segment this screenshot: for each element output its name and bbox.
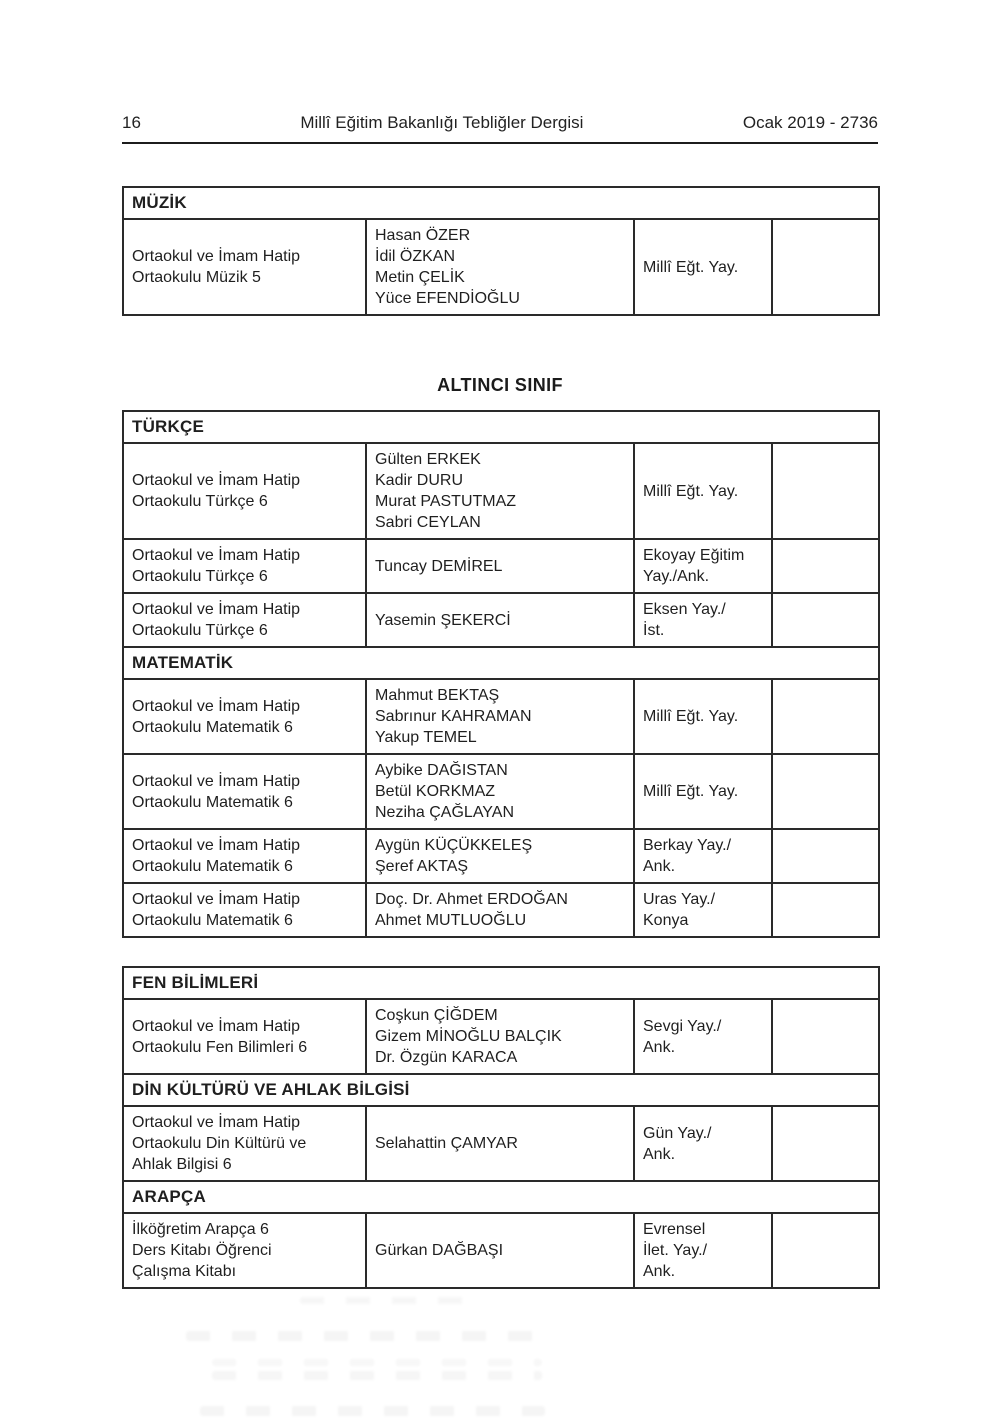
cell-authors [366, 593, 634, 647]
publisher-line: İst. [643, 622, 665, 639]
cell-title [123, 999, 366, 1074]
authors-line: Kadir DURU [375, 472, 464, 489]
cell-note [772, 593, 879, 647]
authors-line: Doç. Dr. Ahmet ERDOĞAN [375, 891, 568, 908]
title-line: Ortaokulu Matematik 6 [132, 912, 293, 929]
page-header [122, 110, 878, 136]
scan-bleedthrough-artifact [186, 1331, 538, 1341]
publisher-line: Ank. [643, 1038, 676, 1056]
cell-publisher [634, 679, 772, 754]
book-row [123, 1106, 879, 1181]
book-row [123, 539, 879, 593]
cell-authors [366, 219, 634, 315]
publisher-line: Millî Eğt. Yay. [643, 482, 739, 500]
cell-publisher [634, 1106, 772, 1181]
publisher-line: Gün Yay./ [643, 1124, 712, 1142]
journal-title: Millî Eğitim Bakanlığı Tebliğler Dergisi [300, 113, 584, 132]
authors-line: Mahmut BEKTAŞ [375, 687, 500, 704]
cell-publisher [634, 593, 772, 647]
title-line: Ortaokul ve İmam Hatip [132, 472, 301, 489]
cell-publisher [634, 999, 772, 1074]
section-label: TÜRKÇE [123, 411, 879, 443]
authors-line: Aybike DAĞISTAN [375, 762, 508, 779]
authors-line: Gülten ERKEK [375, 451, 481, 468]
cell-note [772, 219, 879, 315]
publisher-line: Millî Eğt. Yay. [643, 783, 739, 800]
issue-label: Ocak 2019 - 2736 [742, 113, 878, 132]
cell-publisher [634, 1213, 772, 1288]
cell-note [772, 443, 879, 539]
section-header-row [123, 187, 879, 219]
cell-title [123, 754, 366, 829]
title-line: Ortaokul ve İmam Hatip [132, 697, 301, 715]
title-line: Ortaokulu Matematik 6 [132, 718, 293, 736]
title-line: Ortaokul ve İmam Hatip [132, 601, 301, 618]
title-line: Ortaokul ve İmam Hatip [132, 891, 301, 908]
scan-bleedthrough-artifact [200, 1406, 545, 1416]
title-line: Ortaokulu Müzik 5 [132, 269, 261, 286]
title-line: Ortaokulu Fen Bilimleri 6 [132, 1038, 308, 1056]
section-label: DİN KÜLTÜRÜ VE AHLAK BİLGİSİ [123, 1074, 879, 1106]
publisher-line: Evrensel [643, 1221, 706, 1238]
section-header-row [123, 411, 879, 443]
publisher-line: Ekoyay Eğitim [643, 547, 745, 564]
page-number: 16 [122, 113, 141, 132]
publisher-line: Millî Eğt. Yay. [643, 708, 739, 725]
book-row [123, 1213, 879, 1288]
scan-bleedthrough-artifact [300, 1297, 470, 1304]
fen-din-arapca-table-body [123, 967, 879, 1288]
turkce-matematik-table-body [123, 411, 879, 937]
authors-line: Yüce EFENDİOĞLU [375, 290, 520, 307]
cell-authors [366, 754, 634, 829]
cell-note [772, 883, 879, 937]
authors-line: Hasan ÖZER [375, 227, 471, 244]
title-line: Ortaokul ve İmam Hatip [132, 1017, 301, 1035]
title-line: Ortaokulu Din Kültürü ve [132, 1135, 307, 1152]
cell-publisher [634, 539, 772, 593]
publisher-line: Konya [643, 912, 689, 929]
authors-line: Tuncay DEMİREL [375, 557, 503, 575]
publisher-line: Sevgi Yay./ [643, 1017, 722, 1035]
book-row [123, 999, 879, 1074]
book-row [123, 593, 879, 647]
section-label: ARAPÇA [123, 1181, 879, 1213]
cell-title [123, 219, 366, 315]
cell-title [123, 883, 366, 937]
authors-line: Dr. Özgün KARACA [375, 1049, 518, 1066]
cell-publisher [634, 219, 772, 315]
title-line: Ortaokul ve İmam Hatip [132, 547, 301, 564]
publisher-line: Millî Eğt. Yay. [643, 258, 739, 276]
authors-line: Coşkun ÇİĞDEM [375, 1007, 498, 1024]
authors-line: İdil ÖZKAN [375, 248, 456, 265]
cell-title [123, 443, 366, 539]
title-line: Ders Kitabı Öğrenci [132, 1242, 272, 1259]
authors-line: Gürkan DAĞBAŞI [375, 1242, 504, 1259]
cell-note [772, 999, 879, 1074]
publisher-line: Yay./Ank. [643, 568, 710, 585]
title-line: Ortaokulu Matematik 6 [132, 858, 293, 875]
section-header-row [123, 1074, 879, 1106]
title-line: Ortaokul ve İmam Hatip [132, 772, 301, 790]
authors-line: Sabri CEYLAN [375, 514, 481, 531]
fen-din-arapca-table [122, 966, 880, 1289]
publisher-line: Berkay Yay./ [643, 837, 732, 854]
cell-authors [366, 539, 634, 593]
authors-line: Gizem MİNOĞLU BALÇIK [375, 1028, 562, 1045]
title-line: Ortaokulu Türkçe 6 [132, 622, 268, 639]
cell-authors [366, 999, 634, 1074]
title-line: Ahlak Bilgisi 6 [132, 1156, 232, 1173]
authors-line: Yakup TEMEL [375, 729, 477, 746]
scan-bleedthrough-artifact [212, 1371, 542, 1380]
authors-line: Aygün KÜÇÜKKELEŞ [375, 837, 533, 854]
book-row [123, 754, 879, 829]
cell-authors [366, 443, 634, 539]
authors-line: Metin ÇELİK [375, 269, 465, 286]
title-line: İlköğretim Arapça 6 [132, 1221, 269, 1238]
authors-line: Ahmet MUTLUOĞLU [375, 912, 527, 929]
cell-authors [366, 883, 634, 937]
publisher-line: Ank. [643, 1145, 676, 1163]
grade-heading: ALTINCI SINIF [437, 375, 563, 395]
section-label: MATEMATİK [123, 647, 879, 679]
cell-authors [366, 1106, 634, 1181]
book-row [123, 219, 879, 315]
muzik-table-body [123, 187, 879, 315]
title-line: Ortaokulu Matematik 6 [132, 793, 293, 811]
cell-title [123, 679, 366, 754]
publisher-line: Ank. [643, 858, 676, 875]
authors-line: Selahattin ÇAMYAR [375, 1135, 518, 1152]
publisher-line: Uras Yay./ [643, 891, 716, 908]
book-row [123, 443, 879, 539]
turkce-matematik-table [122, 410, 880, 938]
title-line: Ortaokulu Türkçe 6 [132, 493, 268, 510]
section-header-row [123, 967, 879, 999]
authors-line: Şeref AKTAŞ [375, 858, 469, 875]
publisher-line: İlet. Yay./ [643, 1242, 708, 1259]
book-row [123, 883, 879, 937]
cell-note [772, 754, 879, 829]
book-row [123, 829, 879, 883]
page-content [122, 0, 878, 1289]
cell-title [123, 539, 366, 593]
section-label: FEN BİLİMLERİ [123, 967, 879, 999]
section-label: MÜZİK [123, 187, 879, 219]
cell-title [123, 829, 366, 883]
scan-bleedthrough-artifact [212, 1359, 542, 1366]
cell-note [772, 1213, 879, 1288]
cell-note [772, 539, 879, 593]
authors-line: Yasemin ŞEKERCİ [375, 611, 511, 629]
title-line: Ortaokulu Türkçe 6 [132, 568, 268, 585]
cell-note [772, 679, 879, 754]
title-line: Ortaokul ve İmam Hatip [132, 248, 301, 265]
cell-publisher [634, 829, 772, 883]
authors-line: Betül KORKMAZ [375, 783, 496, 800]
section-header-row [123, 647, 879, 679]
cell-note [772, 1106, 879, 1181]
title-line: Çalışma Kitabı [132, 1263, 237, 1280]
title-line: Ortaokul ve İmam Hatip [132, 1114, 301, 1131]
cell-authors [366, 679, 634, 754]
section-header-row [123, 1181, 879, 1213]
cell-title [123, 593, 366, 647]
muzik-table [122, 186, 880, 316]
cell-authors [366, 1213, 634, 1288]
cell-authors [366, 829, 634, 883]
header-rule [122, 142, 878, 144]
title-line: Ortaokul ve İmam Hatip [132, 837, 301, 854]
publisher-line: Ank. [643, 1263, 676, 1280]
authors-line: Murat PASTUTMAZ [375, 493, 517, 510]
cell-title [123, 1106, 366, 1181]
cell-note [772, 829, 879, 883]
authors-line: Sabrınur KAHRAMAN [375, 708, 532, 725]
cell-title [123, 1213, 366, 1288]
authors-line: Neziha ÇAĞLAYAN [375, 804, 515, 821]
cell-publisher [634, 883, 772, 937]
cell-publisher [634, 754, 772, 829]
cell-publisher [634, 443, 772, 539]
book-row [123, 679, 879, 754]
publisher-line: Eksen Yay./ [643, 601, 726, 618]
